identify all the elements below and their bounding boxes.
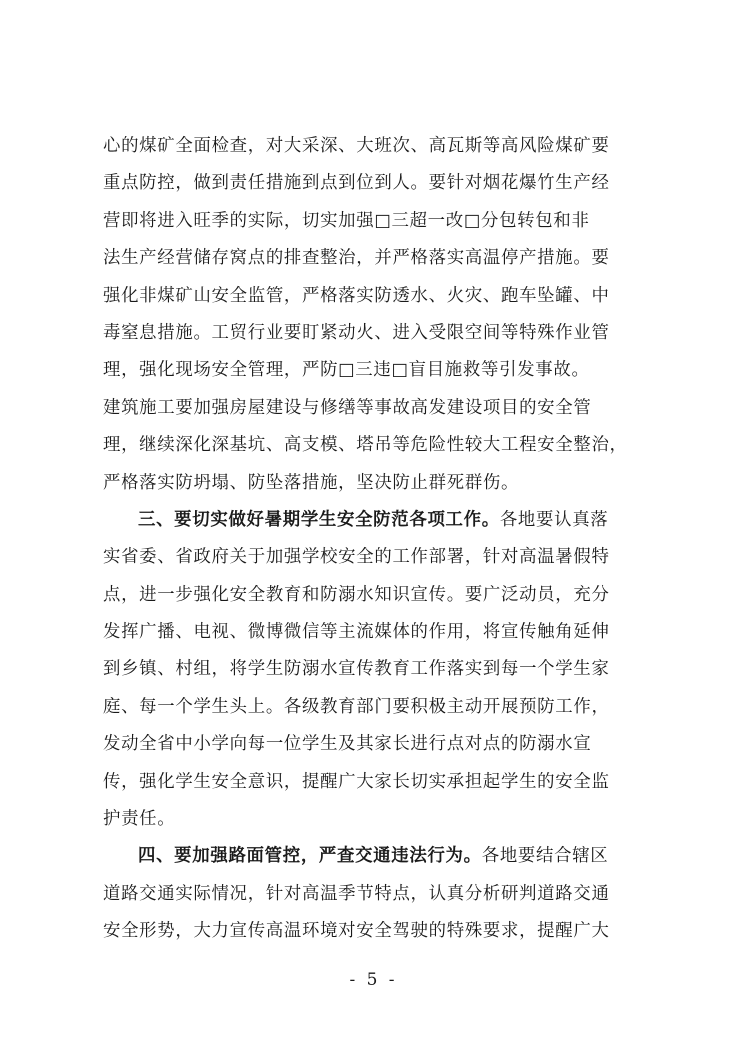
body-text bbox=[103, 128, 663, 951]
page-number: - 5 - bbox=[349, 970, 398, 990]
text-line-10: 严格落实防坍塌、防坠落措施，坚决防止群死群伤。 bbox=[103, 472, 520, 493]
text-line-17: 发动全省中小学向每一位学生及其家长进行点对点的防溺水宣 bbox=[103, 734, 592, 755]
text-line-6: 毒窒息措施。工贸行业要盯紧动火、进入受限空间等特殊作业管 bbox=[103, 322, 610, 343]
text-line-8: 建筑施工要加强房屋建设与修缮等事故高发建设项目的安全管 bbox=[103, 397, 592, 418]
section-four-heading: 四、要加强路面管控，严查交通违法行为。 bbox=[138, 846, 482, 867]
text-line-7: 理，强化现场安全管理，严防□三违□盲目施救等引发事故。 bbox=[103, 360, 590, 381]
text-line-3: 营即将进入旺季的实际，切实加强□三超一改□分包转包和非 bbox=[103, 210, 590, 231]
text-line-14: 发挥广播、电视、微博微信等主流媒体的作用，将宣传触角延伸 bbox=[103, 622, 610, 643]
text-line-13: 点，进一步强化安全教育和防溺水知识宣传。要广泛动员，充分 bbox=[103, 584, 610, 605]
text-line-15: 到乡镇、村组，将学生防溺水宣传教育工作落实到每一个学生家 bbox=[103, 659, 610, 680]
section-three-heading-line: 三、要切实做好暑期学生安全防范各项工作。各地要认真落 bbox=[138, 509, 609, 530]
text-line-19: 护责任。 bbox=[103, 809, 176, 830]
text-line-4: 法生产经营储存窝点的排查整治，并严格落实高温停产措施。要 bbox=[103, 248, 610, 269]
text-line-16: 庭、每一个学生头上。各级教育部门要积极主动开展预防工作， bbox=[103, 696, 610, 717]
text-line-5: 强化非煤矿山安全监管，严格落实防透水、火灾、跑车坠罐、中 bbox=[103, 285, 610, 306]
text-line-12: 实省委、省政府关于加强学校安全的工作部署，针对高温暑假特 bbox=[103, 547, 610, 568]
section-three-heading: 三、要切实做好暑期学生安全防范各项工作。 bbox=[138, 509, 500, 530]
text-line-9: 理，继续深化深基坑、高支模、塔吊等危险性较大工程安全整治， bbox=[103, 435, 628, 456]
text-line-18: 传，强化学生安全意识，提醒广大家长切实承担起学生的安全监 bbox=[103, 771, 610, 792]
text-line-1: 心的煤矿全面检查，对大采深、大班次、高瓦斯等高风险煤矿要 bbox=[103, 136, 610, 156]
text-line-2: 重点防控，做到责任措施到点到位到人。要针对烟花爆竹生产经 bbox=[103, 173, 610, 194]
section-four-heading-line: 四、要加强路面管控，严查交通违法行为。各地要结合辖区 bbox=[138, 846, 609, 867]
text-line-21: 道路交通实际情况，针对高温季节特点，认真分析研判道路交通 bbox=[103, 883, 610, 904]
text-line-22: 安全形势，大力宣传高温环境对安全驾驶的特殊要求，提醒广大 bbox=[103, 921, 610, 942]
